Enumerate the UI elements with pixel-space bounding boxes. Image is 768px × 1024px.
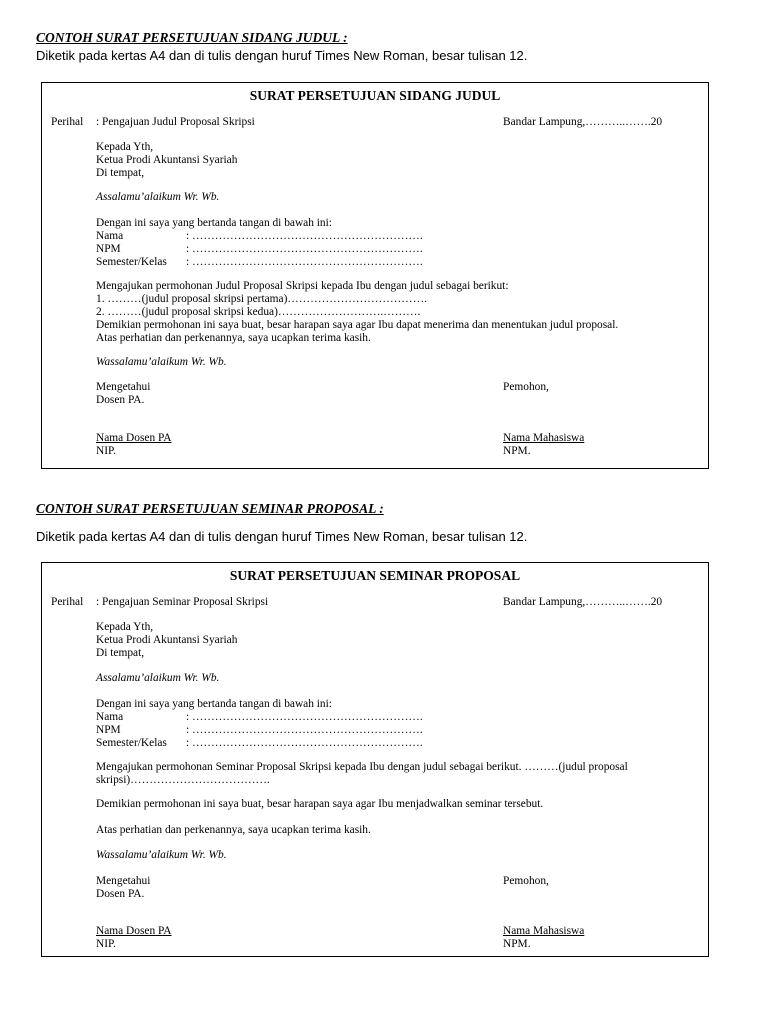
left-sign-id: NIP. [96,445,116,457]
body-thanks: Atas perhatian dan perkenannya, saya ucapkan terima kasih. [96,824,371,836]
right-sign-id: NPM. [503,938,531,950]
right-sign-line1: Pemohon, [503,875,549,887]
body-line: Demikian permohonan ini saya buat, besar harapan saya agar Ibu dapat menerima dan menentukan judul proposal. [96,319,619,331]
left-sign-line2: Dosen PA. [96,888,145,900]
left-sign-line1: Mengetahui [96,875,151,887]
field-value-semester: : ……………………………………………………. [186,256,423,268]
recipient-line: Di tempat, [96,167,145,179]
perihal-label: Perihal [51,596,84,608]
place-date: Bandar Lampung,………..…….20 [503,116,663,128]
perihal-value: : Pengajuan Seminar Proposal Skripsi [96,596,269,608]
right-sign-line1: Pemohon, [503,381,549,393]
greeting: Assalamu’alaikum Wr. Wb. [96,672,220,684]
body-line: Atas perhatian dan perkenannya, saya ucapkan terima kasih. [96,332,371,344]
body-line: Mengajukan permohonan Judul Proposal Skripsi kepada Ibu dengan judul sebagai berikut: [96,280,509,292]
section1-heading: CONTOH SURAT PERSETUJUAN SIDANG JUDUL : [36,30,348,45]
field-label-npm: NPM [96,724,121,736]
letter-seminar-proposal [41,562,709,957]
recipient-line: Ketua Prodi Akuntansi Syariah [96,154,238,166]
body-hope: Demikian permohonan ini saya buat, besar harapan saya agar Ibu menjadwalkan seminar tersebut. [96,798,544,810]
perihal-label: Perihal [51,116,84,128]
field-value-nama: : ……………………………………………………. [186,230,423,242]
field-value-npm: : ……………………………………………………. [186,243,423,255]
left-sign-line2: Dosen PA. [96,394,145,406]
letter-title: SURAT PERSETUJUAN SIDANG JUDUL [249,88,501,103]
body-request: Mengajukan permohonan Seminar Proposal Skripsi kepada Ibu dengan judul sebagai berikut. ………(judul proposal skripsi)………………………………. [96,761,628,786]
right-sign-name: Nama Mahasiswa [503,432,585,444]
left-sign-name: Nama Dosen PA [96,432,172,444]
field-value-npm: : ……………………………………………………. [186,724,423,736]
letter-sidang-judul [41,82,709,469]
section2-note: Diketik pada kertas A4 dan di tulis dengan huruf Times New Roman, besar tulisan 12. [36,529,528,544]
right-sign-id: NPM. [503,445,531,457]
field-label-nama: Nama [96,230,124,242]
recipient-line: Ketua Prodi Akuntansi Syariah [96,634,238,646]
place-date: Bandar Lampung,………..…….20 [503,596,663,608]
field-label-semester: Semester/Kelas [96,256,167,268]
left-sign-name: Nama Dosen PA [96,925,172,937]
perihal-value: : Pengajuan Judul Proposal Skripsi [96,116,255,128]
section2-heading: CONTOH SURAT PERSETUJUAN SEMINAR PROPOSAL : [36,501,384,516]
right-sign-name: Nama Mahasiswa [503,925,585,937]
body-line: 1. ………(judul proposal skripsi pertama)………………………………. [96,293,427,305]
greeting: Assalamu’alaikum Wr. Wb. [96,191,220,203]
section1-note: Diketik pada kertas A4 dan di tulis dengan huruf Times New Roman, besar tulisan 12. [36,48,528,63]
field-label-nama: Nama [96,711,124,723]
body-line: 2. ………(judul proposal skripsi kedua)……………………….………. [96,306,421,318]
closing: Wassalamu’alaikum Wr. Wb. [96,356,227,368]
left-sign-line1: Mengetahui [96,381,151,393]
field-value-nama: : ……………………………………………………. [186,711,423,723]
letter-title: SURAT PERSETUJUAN SEMINAR PROPOSAL [229,568,521,583]
recipient-line: Kepada Yth, [96,621,154,633]
left-sign-id: NIP. [96,938,116,950]
intro-text: Dengan ini saya yang bertanda tangan di bawah ini: [96,217,332,229]
field-label-semester: Semester/Kelas [96,737,167,749]
closing: Wassalamu’alaikum Wr. Wb. [96,849,227,861]
field-value-semester: : ……………………………………………………. [186,737,423,749]
intro-text: Dengan ini saya yang bertanda tangan di bawah ini: [96,698,332,710]
recipient-line: Kepada Yth, [96,141,154,153]
recipient-line: Di tempat, [96,647,145,659]
field-label-npm: NPM [96,243,121,255]
